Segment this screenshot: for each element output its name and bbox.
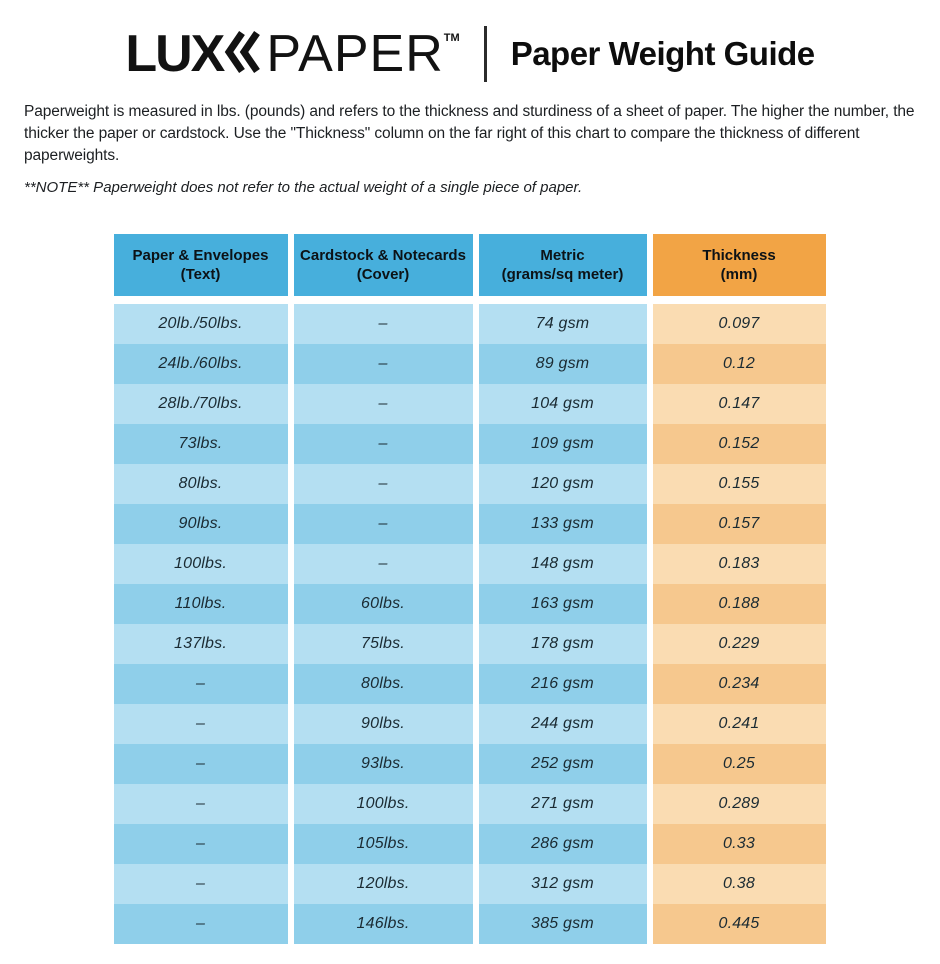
table-cell: 216 gsm bbox=[479, 664, 647, 704]
table-cell: 100lbs. bbox=[114, 544, 288, 584]
table-cell: 0.38 bbox=[653, 864, 826, 904]
header-label: Metric bbox=[540, 247, 585, 264]
page-title: Paper Weight Guide bbox=[510, 35, 815, 72]
table-cell: 105lbs. bbox=[294, 824, 473, 864]
logo-paper-wordmark: PAPER bbox=[266, 25, 444, 83]
header-divider bbox=[484, 26, 487, 82]
table-cell: 120 gsm bbox=[479, 464, 647, 504]
table-cell: 120lbs. bbox=[294, 864, 473, 904]
table-cell: 244 gsm bbox=[479, 704, 647, 744]
table-cell: 286 gsm bbox=[479, 824, 647, 864]
table-cell: 100lbs. bbox=[294, 784, 473, 824]
table-cell: – bbox=[294, 344, 473, 384]
table-cell: – bbox=[294, 504, 473, 544]
note-text: **NOTE** Paperweight does not refer to the actual weight of a single piece of paper. bbox=[24, 179, 583, 196]
table-cell: 93lbs. bbox=[294, 744, 473, 784]
table-cell: 0.188 bbox=[653, 584, 826, 624]
table-cell: 0.147 bbox=[653, 384, 826, 424]
table-cell: 109 gsm bbox=[479, 424, 647, 464]
table-cell: 148 gsm bbox=[479, 544, 647, 584]
header-sublabel: (mm) bbox=[720, 266, 758, 283]
table-cell: 163 gsm bbox=[479, 584, 647, 624]
table-cell: 90lbs. bbox=[294, 704, 473, 744]
header-sublabel: (Text) bbox=[180, 266, 221, 283]
table-cell: 271 gsm bbox=[479, 784, 647, 824]
table-cell: 252 gsm bbox=[479, 744, 647, 784]
table-cell: – bbox=[114, 704, 288, 744]
table-cell: – bbox=[114, 824, 288, 864]
table-cell: 74 gsm bbox=[479, 304, 647, 344]
table-cell: 0.152 bbox=[653, 424, 826, 464]
table-cell: – bbox=[294, 544, 473, 584]
header-cell-cardstock-notecards bbox=[294, 234, 473, 296]
table-cell: 90lbs. bbox=[114, 504, 288, 544]
table-cell: 80lbs. bbox=[294, 664, 473, 704]
header-sublabel: (grams/sq meter) bbox=[501, 266, 624, 283]
table-cell: 0.445 bbox=[653, 904, 826, 944]
table-cell: – bbox=[114, 784, 288, 824]
table-cell: 80lbs. bbox=[114, 464, 288, 504]
table-cell: 385 gsm bbox=[479, 904, 647, 944]
table-cell: – bbox=[114, 864, 288, 904]
table-cell: 20lb./50lbs. bbox=[114, 304, 288, 344]
lux-paper-logo bbox=[125, 25, 460, 83]
header-cell-paper-envelopes bbox=[114, 234, 288, 296]
table-cell: 0.155 bbox=[653, 464, 826, 504]
table-header-row bbox=[114, 234, 827, 296]
table-cell: 104 gsm bbox=[479, 384, 647, 424]
table-cell: 0.157 bbox=[653, 504, 826, 544]
table-cell: – bbox=[294, 384, 473, 424]
table-cell: 178 gsm bbox=[479, 624, 647, 664]
table-cell: 0.33 bbox=[653, 824, 826, 864]
table-cell: 75lbs. bbox=[294, 624, 473, 664]
table-cell: 0.183 bbox=[653, 544, 826, 584]
table-cell: 0.25 bbox=[653, 744, 826, 784]
table-cell: 137lbs. bbox=[114, 624, 288, 664]
header-label: Thickness bbox=[702, 247, 776, 264]
table-cell: – bbox=[294, 464, 473, 504]
paper-weight-table bbox=[114, 234, 827, 944]
table-cell: – bbox=[114, 664, 288, 704]
table-cell: 28lb./70lbs. bbox=[114, 384, 288, 424]
table-body bbox=[114, 304, 827, 944]
header-sublabel: (Cover) bbox=[356, 266, 410, 283]
table-cell: 0.229 bbox=[653, 624, 826, 664]
header-label: Paper & Envelopes bbox=[132, 247, 269, 264]
header-cell-metric bbox=[479, 234, 647, 296]
table-cell: 73lbs. bbox=[114, 424, 288, 464]
table-cell: 24lb./60lbs. bbox=[114, 344, 288, 384]
table-cell: – bbox=[114, 904, 288, 944]
table-cell: 146lbs. bbox=[294, 904, 473, 944]
table-cell: 0.234 bbox=[653, 664, 826, 704]
header-label: Cardstock & Notecards bbox=[300, 247, 466, 264]
table-cell: 110lbs. bbox=[114, 584, 288, 624]
table-cell: – bbox=[294, 424, 473, 464]
table-cell: 60lbs. bbox=[294, 584, 473, 624]
header bbox=[0, 24, 940, 84]
table-cell: 0.097 bbox=[653, 304, 826, 344]
table-cell: 0.289 bbox=[653, 784, 826, 824]
intro-paragraph: Paperweight is measured in lbs. (pounds) and refers to the thickness and sturdiness of a sheet of paper. The higher the number, the thicker the paper or cardstock. Use the "Thickness" column on the far right of this chart to compare the thickness of different paperweights. bbox=[24, 103, 915, 164]
table-cell: 133 gsm bbox=[479, 504, 647, 544]
double-left-chevron-icon bbox=[224, 30, 264, 79]
table-cell: 89 gsm bbox=[479, 344, 647, 384]
page bbox=[0, 24, 940, 964]
table-cell: – bbox=[294, 304, 473, 344]
logo-lux-wordmark: LUX bbox=[125, 25, 224, 83]
table-cell: – bbox=[114, 744, 288, 784]
table-cell: 0.241 bbox=[653, 704, 826, 744]
header-cell-thickness bbox=[653, 234, 826, 296]
table-cell: 0.12 bbox=[653, 344, 826, 384]
table-cell: 312 gsm bbox=[479, 864, 647, 904]
trademark-symbol: TM bbox=[443, 32, 460, 44]
